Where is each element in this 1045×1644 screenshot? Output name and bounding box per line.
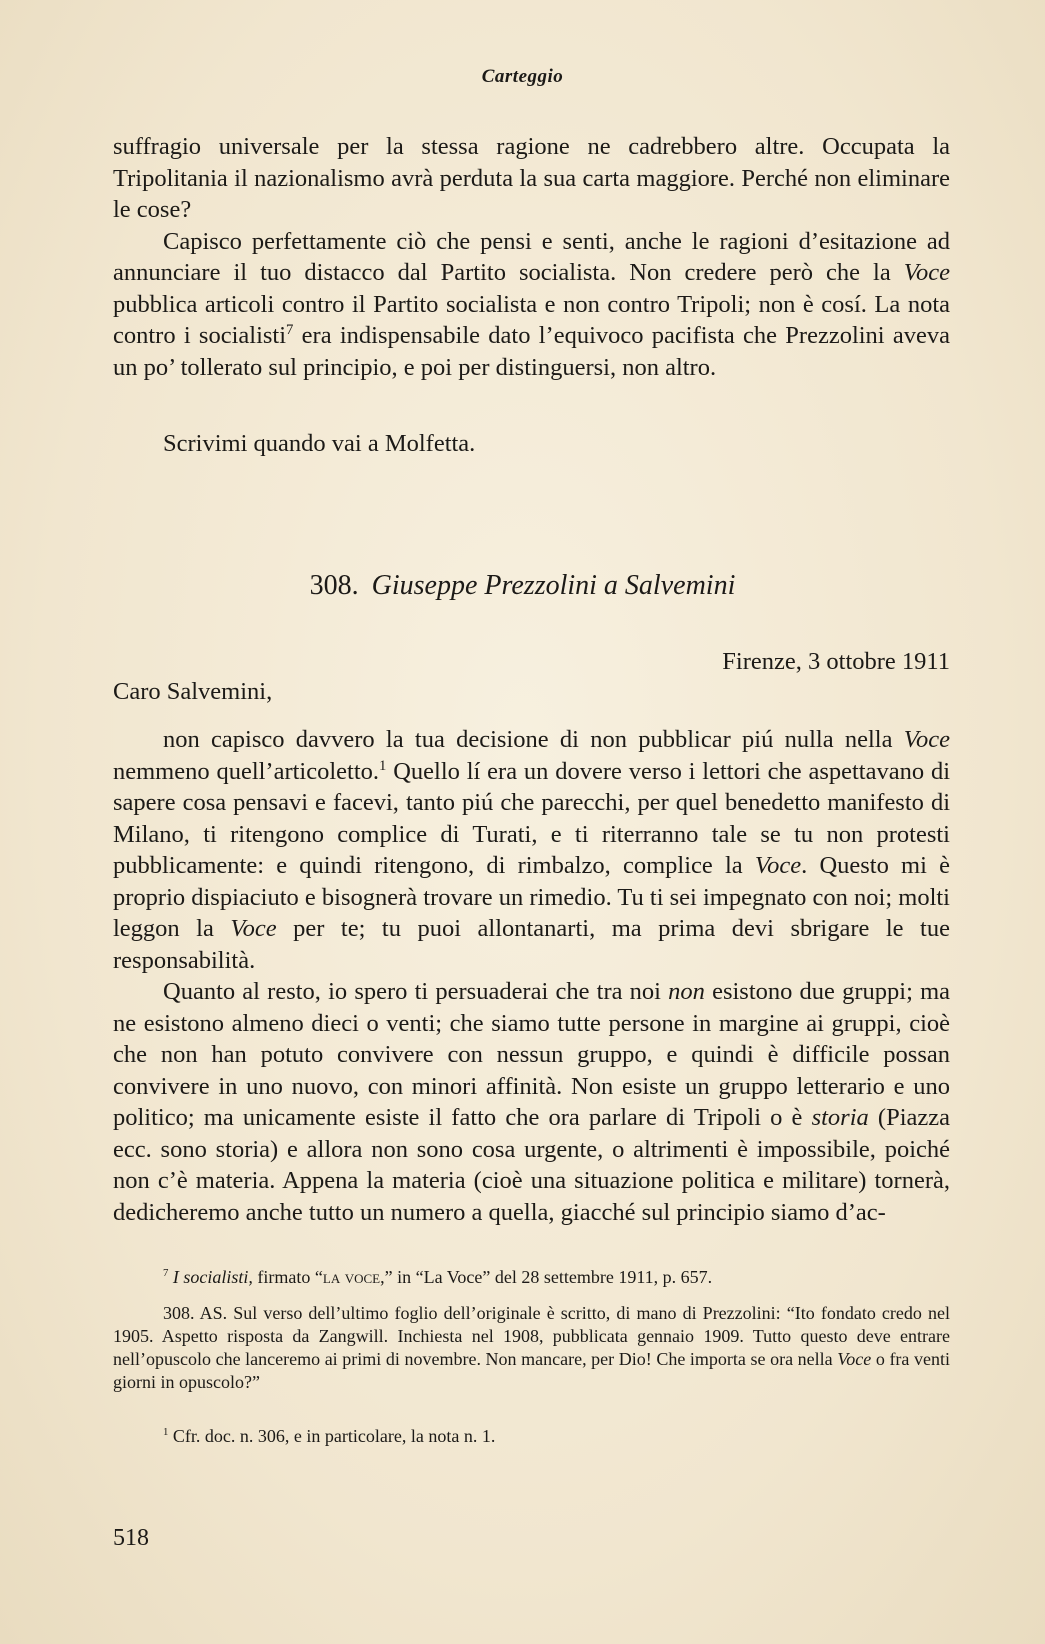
paragraph: suffragio universale per la stessa ragione ne cadrebbero altre. Occupata la Tripolitania il nazionalismo avrà perduta la sua carta maggiore. Perché non eliminare le cose? (113, 133, 950, 223)
text-run: esistono due gruppi; ma ne esistono almeno dieci o venti; che siamo tutte persone in margine ai gruppi, cioè che non han potuto convivere con nessun gruppo, e quindi è difficile possan convivere in uno nuovo, con minori affinità. Non esiste un gruppo letterario e uno politico; ma unicamente esiste il fatto che ora parlare di Tripoli o è (113, 978, 950, 1131)
text-run: era indispensabile dato l’equivoco pacifista che Prezzolini aveva un po’ tollerato sul principio, e poi per distinguersi, non altro. (113, 322, 951, 381)
place-date: Firenze, 3 ottobre 1911 (722, 648, 950, 675)
paragraph (113, 724, 950, 976)
italic-title: Voce (837, 1349, 872, 1369)
text-run: 308. AS. Sul verso dell’ultimo foglio dell’originale è scritto, di mano di Prezzolini: “Ito fondato credo nel 1905. Aspetto risposta da Zangwill. Inchiesta nel 1908, pubblicata gennaio 1909. Tutto questo deve entrare nell’opuscolo che lanceremo ai primi di novembre. Non mancare, per Dio! Che importa se ora nella (113, 1303, 950, 1369)
salutation: Caro Salvemini, (113, 678, 273, 705)
paragraph (113, 226, 950, 384)
text-run: non capisco davvero la tua decisione di non pubblicar piú nulla nella (163, 726, 904, 753)
footnote-mark: 7 (163, 1267, 169, 1279)
footnote-title: I socialisti, (172, 1267, 253, 1287)
text-run: nemmeno quell’articoletto. (113, 757, 380, 785)
italic-emphasis: non (668, 978, 705, 1005)
italic-title: Voce (903, 259, 950, 286)
letter-heading (0, 570, 1045, 602)
running-head: Carteggio (481, 66, 564, 87)
text-run: Quello lí era un dovere verso i lettori che aspettavano di sapere cosa pensavi e facevi, tanto piú che parecchi, per quel benedetto manifesto di Milano, ti ritengono complice di Turati, e ti riterranno tale se tu non protesti pubblicamente: e quindi ritengono, di rimbalzo, complice la (113, 757, 951, 879)
text-run: pubblica articoli contro il Partito socialista e non contro Tripoli; non è cosí. La nota contro i socialisti (113, 290, 950, 349)
text-run: Cfr. doc. n. 306, e in particolare, la nota n. 1. (168, 1426, 496, 1446)
closing-line (113, 428, 950, 460)
footnote-1 (113, 1425, 950, 1448)
text-run: (Piazza ecc. sono storia) e allora non sono cosa urgente, o altrimenti è impossibile, poiché non c’è materia. Appena la materia (cioè una situazione politica e militare) tornerà, dedicheremo anche tutto un numero a quella, giacché sul principio siamo d’ac- (113, 1104, 951, 1226)
italic-title: Voce (903, 726, 950, 753)
footnote-ref: 7 (286, 321, 294, 338)
text-run: per te; tu puoi allontanarti, ma prima devi sbrigare le tue responsabilità. (113, 915, 950, 974)
text-run: firmato “ (252, 1267, 323, 1287)
footnote-ref: 1 (379, 757, 387, 774)
italic-emphasis: storia (811, 1104, 869, 1131)
letter-number: 308. (309, 570, 359, 601)
text-run: . Questo mi è proprio dispiaciuto e bisognerà trovare un rimedio. Tu ti sei impegnato con noi; molti leggon la (113, 852, 950, 942)
letter-body (113, 724, 950, 1228)
italic-title: Voce (230, 915, 277, 942)
closing-text: Scrivimi quando vai a Molfetta. (163, 430, 476, 457)
small-caps-text: la voce, (322, 1267, 385, 1287)
text-run: ” in “La Voce” del 28 settembre 1911, p. 657. (384, 1267, 713, 1287)
footnote-7 (113, 1266, 950, 1289)
text-run: Capisco perfettamente ciò che pensi e senti, anche le ragioni d’esitazione ad annunciare il tuo distacco dal Partito socialista. Non credere però che la (113, 227, 950, 286)
text-block-continuation (113, 131, 950, 383)
text-run: Quanto al resto, io spero ti persuaderai che tra noi (163, 978, 669, 1005)
italic-title: Voce (754, 852, 802, 879)
footnote-mark: 1 (163, 1426, 169, 1438)
text-run: o fra venti giorni in opuscolo?” (113, 1349, 951, 1392)
footnote-308 (113, 1302, 950, 1394)
paragraph (113, 976, 950, 1228)
page-number: 518 (113, 1525, 149, 1551)
letter-title: Giuseppe Prezzolini a Salvemini (371, 570, 736, 601)
